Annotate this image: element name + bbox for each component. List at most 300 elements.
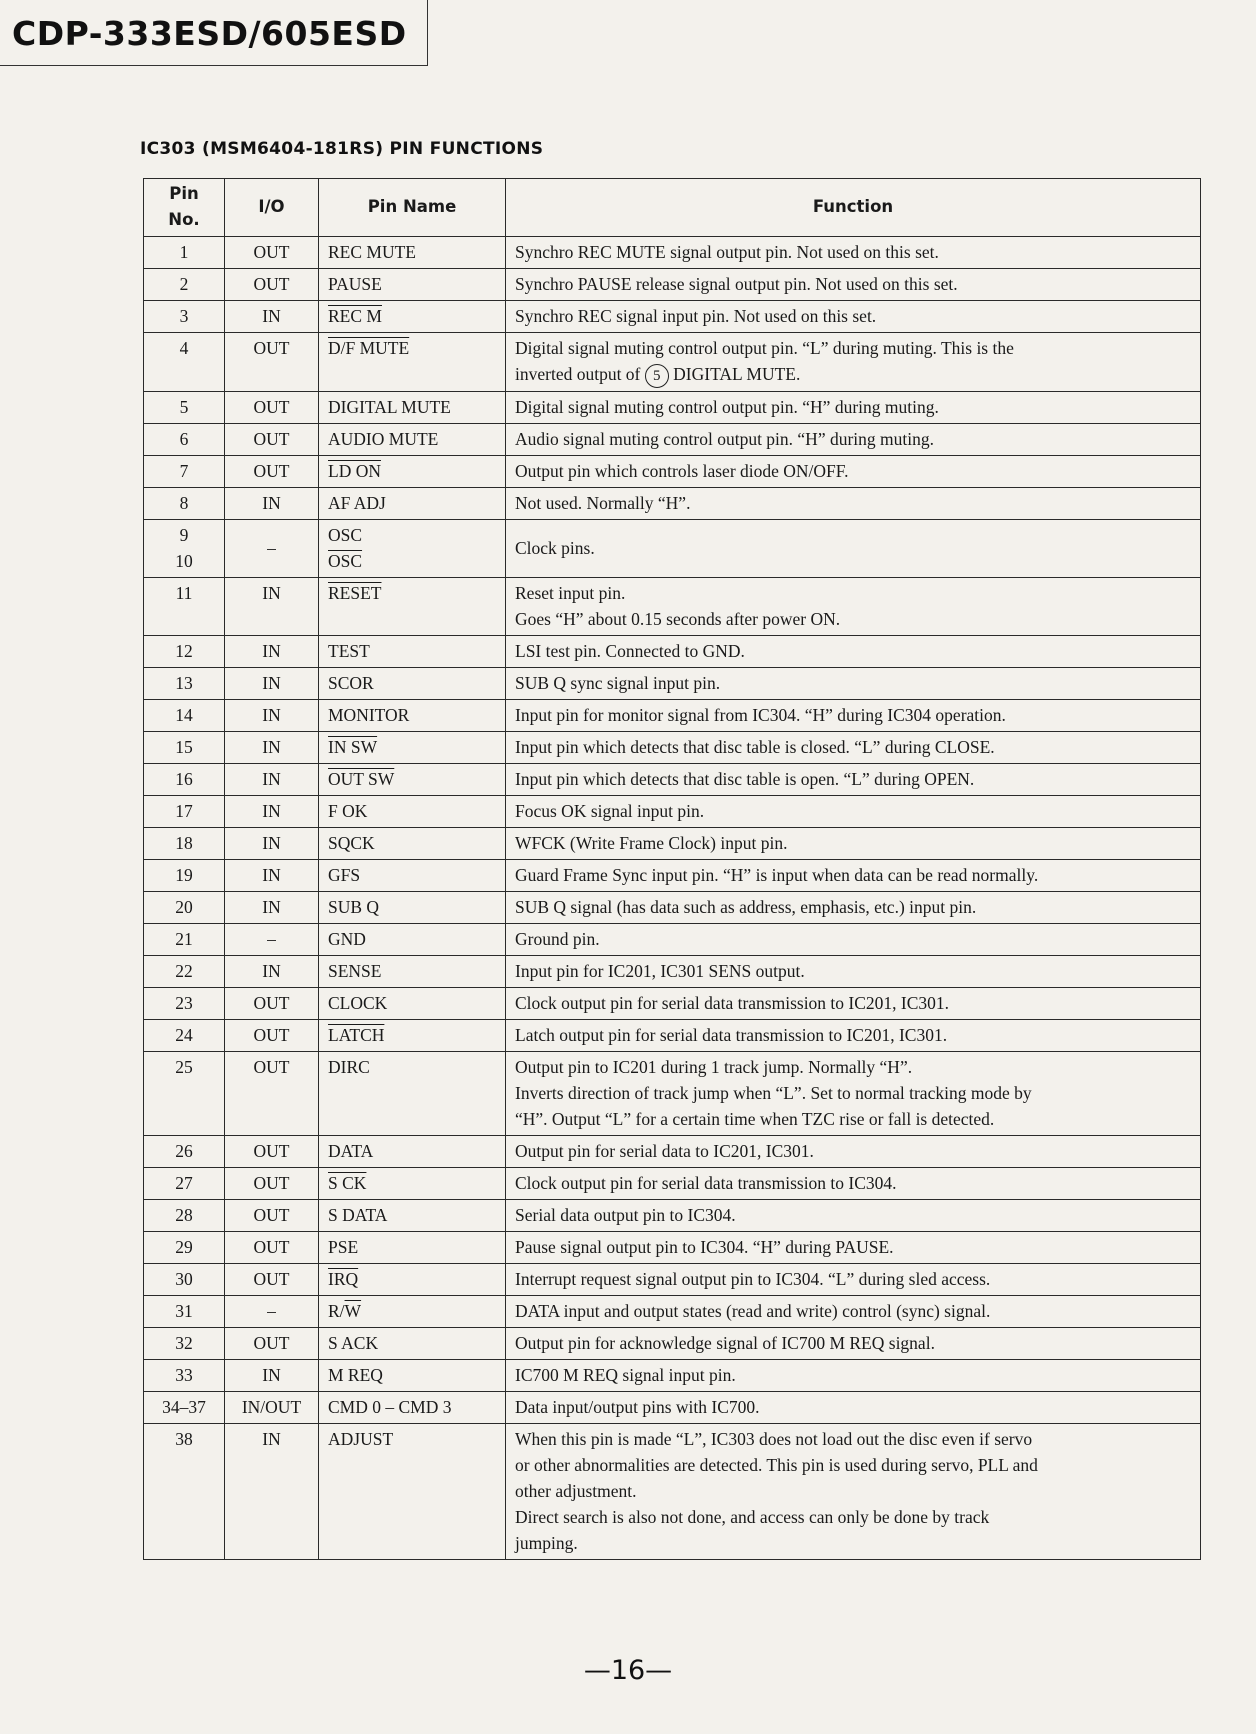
table-row	[144, 1264, 1201, 1296]
function-text: Interrupt request signal output pin to IC304. “L” during sled access.	[515, 1269, 991, 1289]
table-row	[144, 1392, 1201, 1424]
pin-name-text: REC M	[328, 306, 382, 326]
io-text: OUT	[253, 1205, 290, 1225]
pin-no-text: 27	[175, 1173, 193, 1193]
pin-name-text: SENSE	[328, 961, 382, 981]
cell-pin-name	[319, 424, 506, 456]
function-text: Goes “H” about 0.15 seconds after power ON.	[515, 609, 841, 629]
function-text: Output pin to IC201 during 1 track jump. Normally “H”.	[515, 1057, 913, 1077]
cell-pin-name	[319, 1328, 506, 1360]
function-text: Pause signal output pin to IC304. “H” during PAUSE.	[515, 1237, 894, 1257]
function-text: SUB Q signal (has data such as address, emphasis, etc.) input pin.	[515, 897, 977, 917]
cell-function	[506, 578, 1201, 636]
cell-pin-no	[144, 1360, 225, 1392]
pin-no-text: 14	[175, 705, 193, 725]
cell-function	[506, 488, 1201, 520]
cell-io	[225, 892, 319, 924]
cell-io	[225, 1232, 319, 1264]
cell-function	[506, 301, 1201, 333]
cell-function	[506, 828, 1201, 860]
pin-name-text: OUT SW	[328, 769, 395, 789]
pin-no-text: 15	[175, 737, 193, 757]
io-text: OUT	[253, 1237, 290, 1257]
table-row	[144, 1052, 1201, 1136]
cell-pin-no	[144, 700, 225, 732]
function-text: Data input/output pins with IC700.	[515, 1397, 760, 1417]
pin-no-text: 12	[175, 641, 193, 661]
io-text: IN	[262, 705, 281, 725]
cell-pin-name	[319, 301, 506, 333]
cell-pin-no	[144, 237, 225, 269]
cell-pin-name	[319, 828, 506, 860]
table-row	[144, 1232, 1201, 1264]
cell-io	[225, 333, 319, 392]
pin-no-text: 34–37	[162, 1397, 206, 1417]
cell-function	[506, 392, 1201, 424]
function-text: Clock output pin for serial data transmission to IC304.	[515, 1173, 897, 1193]
cell-pin-no	[144, 488, 225, 520]
pin-name-text: LD ON	[328, 461, 381, 481]
pin-name-text: SUB Q	[328, 897, 380, 917]
pin-no-text: 6	[179, 429, 189, 449]
function-text: Focus OK signal input pin.	[515, 801, 705, 821]
io-text: –	[267, 929, 276, 949]
table-row	[144, 333, 1201, 392]
pin-no-text: 4	[179, 338, 189, 358]
cell-pin-name	[319, 1264, 506, 1296]
function-text: “H”. Output “L” for a certain time when TZC rise or fall is detected.	[515, 1109, 995, 1129]
pin-no-text: 23	[175, 993, 193, 1013]
cell-pin-no	[144, 668, 225, 700]
cell-function	[506, 924, 1201, 956]
pin-name-text: ADJUST	[328, 1429, 394, 1449]
cell-pin-no	[144, 1052, 225, 1136]
cell-pin-name	[319, 1360, 506, 1392]
table-row	[144, 301, 1201, 333]
table-row	[144, 636, 1201, 668]
pin-name-text: $\overline{W}$	[344, 1301, 362, 1321]
cell-pin-no	[144, 1392, 225, 1424]
cell-pin-no	[144, 636, 225, 668]
table-row	[144, 269, 1201, 301]
function-text: or other abnormalities are detected. This pin is used during servo, PLL and	[515, 1455, 1038, 1475]
pin-name-text: RESET	[328, 583, 382, 603]
page-number: —16—	[583, 1655, 673, 1686]
io-text: IN	[262, 641, 281, 661]
pin-no-text: 19	[175, 865, 193, 885]
pin-name-text: REC MUTE	[328, 242, 416, 262]
function-text: Input pin for monitor signal from IC304. “H” during IC304 operation.	[515, 705, 1006, 725]
function-text: Clock output pin for serial data transmission to IC201, IC301.	[515, 993, 950, 1013]
cell-io	[225, 578, 319, 636]
function-text: Synchro PAUSE release signal output pin. Not used on this set.	[515, 274, 958, 294]
table-row	[144, 1020, 1201, 1052]
cell-function	[506, 333, 1201, 392]
table-row	[144, 732, 1201, 764]
table-row	[144, 1424, 1201, 1560]
cell-pin-name	[319, 392, 506, 424]
cell-io	[225, 301, 319, 333]
pin-name-text: CLOCK	[328, 993, 388, 1013]
pin-name-text: $\overline{IRQ}$	[328, 1269, 359, 1289]
cell-io	[225, 269, 319, 301]
cell-function	[506, 668, 1201, 700]
cell-io	[225, 1360, 319, 1392]
pin-name-text: $\overline{OSC}$	[328, 551, 363, 571]
pin-no-text: 16	[175, 769, 193, 789]
io-text: IN	[262, 833, 281, 853]
pin-name-text: PAUSE	[328, 274, 382, 294]
function-text: Output pin for acknowledge signal of IC700 M REQ signal.	[515, 1333, 935, 1353]
cell-io	[225, 700, 319, 732]
function-text: Latch output pin for serial data transmission to IC201, IC301.	[515, 1025, 948, 1045]
cell-io	[225, 1264, 319, 1296]
cell-pin-name	[319, 1392, 506, 1424]
function-text: LSI test pin. Connected to GND.	[515, 641, 745, 661]
pin-no-text: 32	[175, 1333, 193, 1353]
io-text: IN	[262, 961, 281, 981]
cell-pin-no	[144, 456, 225, 488]
io-text: IN	[262, 306, 281, 326]
pin-functions-table	[143, 178, 1201, 1560]
cell-pin-no	[144, 578, 225, 636]
io-text: IN	[262, 1429, 281, 1449]
cell-io	[225, 424, 319, 456]
cell-io	[225, 237, 319, 269]
cell-pin-name	[319, 1052, 506, 1136]
function-text: IC700 M REQ signal input pin.	[515, 1365, 736, 1385]
cell-pin-no	[144, 1136, 225, 1168]
cell-function	[506, 1020, 1201, 1052]
cell-function	[506, 892, 1201, 924]
pin-no-text: 1	[179, 242, 189, 262]
pin-name-text: PSE	[328, 1237, 359, 1257]
cell-pin-name	[319, 636, 506, 668]
cell-io	[225, 924, 319, 956]
function-text: Audio signal muting control output pin. “H” during muting.	[515, 429, 934, 449]
cell-pin-name	[319, 700, 506, 732]
cell-io	[225, 764, 319, 796]
cell-pin-name	[319, 1200, 506, 1232]
io-text: OUT	[253, 461, 290, 481]
cell-pin-no	[144, 1020, 225, 1052]
table-row	[144, 392, 1201, 424]
cell-pin-name	[319, 1424, 506, 1560]
io-text: IN	[262, 897, 281, 917]
pin-name-text: S ACK	[328, 1333, 379, 1353]
cell-pin-no	[144, 796, 225, 828]
cell-pin-no	[144, 392, 225, 424]
cell-pin-no	[144, 1328, 225, 1360]
cell-io	[225, 1296, 319, 1328]
io-text: OUT	[253, 397, 290, 417]
cell-io	[225, 956, 319, 988]
table-row	[144, 892, 1201, 924]
cell-pin-no	[144, 764, 225, 796]
table-row	[144, 988, 1201, 1020]
cell-io	[225, 520, 319, 578]
function-text: SUB Q sync signal input pin.	[515, 673, 721, 693]
cell-io	[225, 1328, 319, 1360]
cell-pin-no	[144, 828, 225, 860]
cell-function	[506, 1296, 1201, 1328]
pin-name-text: TEST	[328, 641, 370, 661]
io-text: IN	[262, 493, 281, 513]
cell-function	[506, 860, 1201, 892]
pin-name-text: S CK	[328, 1173, 367, 1193]
cell-function	[506, 700, 1201, 732]
cell-pin-name	[319, 578, 506, 636]
cell-pin-no	[144, 860, 225, 892]
function-text: Ground pin.	[515, 929, 600, 949]
table-row	[144, 796, 1201, 828]
cell-pin-name	[319, 488, 506, 520]
pin-no-text: 30	[175, 1269, 193, 1289]
section-title: IC303 (MSM6404-181RS) PIN FUNCTIONS	[140, 139, 544, 159]
model-header-box	[0, 0, 428, 66]
cell-pin-name	[319, 237, 506, 269]
cell-pin-name	[319, 1168, 506, 1200]
cell-io	[225, 988, 319, 1020]
io-text: IN	[262, 583, 281, 603]
cell-function	[506, 520, 1201, 578]
pin-name-text: D/F MUTE	[328, 338, 410, 358]
cell-pin-name	[319, 1020, 506, 1052]
function-text: other adjustment.	[515, 1481, 637, 1501]
pin-no-text: 17	[175, 801, 193, 821]
table-row	[144, 424, 1201, 456]
io-text: OUT	[253, 1333, 290, 1353]
cell-pin-name	[319, 333, 506, 392]
cell-io	[225, 796, 319, 828]
cell-function	[506, 764, 1201, 796]
cell-pin-name	[319, 988, 506, 1020]
io-text: OUT	[253, 274, 290, 294]
cell-pin-name	[319, 1296, 506, 1328]
pin-name-text: MONITOR	[328, 705, 410, 725]
function-text: inverted output of	[515, 364, 641, 384]
pin-name-text: CMD 0 – CMD 3	[328, 1397, 452, 1417]
table-row	[144, 1200, 1201, 1232]
header-function: Function	[506, 179, 1201, 237]
cell-function	[506, 456, 1201, 488]
table-row	[144, 1328, 1201, 1360]
cell-function	[506, 1424, 1201, 1560]
cell-pin-name	[319, 892, 506, 924]
cell-pin-name	[319, 1136, 506, 1168]
table-row	[144, 828, 1201, 860]
cell-pin-name	[319, 269, 506, 301]
table-row	[144, 456, 1201, 488]
cell-pin-no	[144, 1296, 225, 1328]
io-text: –	[267, 1301, 276, 1321]
pin-no-text: 28	[175, 1205, 193, 1225]
cell-function	[506, 1200, 1201, 1232]
cell-pin-no	[144, 732, 225, 764]
pin-no-text: 21	[175, 929, 193, 949]
table-row	[144, 700, 1201, 732]
cell-io	[225, 1020, 319, 1052]
cell-pin-name	[319, 732, 506, 764]
cell-pin-no	[144, 1424, 225, 1560]
pin-no-text: 31	[175, 1301, 193, 1321]
function-text: Not used. Normally “H”.	[515, 493, 691, 513]
cell-pin-name	[319, 764, 506, 796]
pin-no-text: 13	[175, 673, 193, 693]
pin-no-text: 18	[175, 833, 193, 853]
function-text: Guard Frame Sync input pin. “H” is input when data can be read normally.	[515, 865, 1039, 885]
function-text: When this pin is made “L”, IC303 does not load out the disc even if servo	[515, 1429, 1033, 1449]
pin-name-text: DIGITAL MUTE	[328, 397, 451, 417]
cell-io	[225, 1392, 319, 1424]
cell-io	[225, 488, 319, 520]
pin-no-text: 22	[175, 961, 193, 981]
cell-pin-no	[144, 988, 225, 1020]
cell-function	[506, 1360, 1201, 1392]
cell-pin-no	[144, 424, 225, 456]
pin-name-text: AUDIO MUTE	[328, 429, 439, 449]
table-row	[144, 1360, 1201, 1392]
io-text: OUT	[253, 993, 290, 1013]
io-text: OUT	[253, 429, 290, 449]
pin-name-text: DATA	[328, 1141, 374, 1161]
pin-no-text: 29	[175, 1237, 193, 1257]
pin-no-text: 5	[179, 397, 189, 417]
cell-pin-no	[144, 1200, 225, 1232]
pin-name-text: OSC	[328, 525, 363, 545]
pin-no-text: 20	[175, 897, 193, 917]
pin-no-text: 25	[175, 1057, 193, 1077]
cell-pin-name	[319, 456, 506, 488]
cell-io	[225, 1136, 319, 1168]
cell-pin-no	[144, 301, 225, 333]
cell-io	[225, 456, 319, 488]
io-text: OUT	[253, 1141, 290, 1161]
cell-function	[506, 732, 1201, 764]
function-text: Synchro REC MUTE signal output pin. Not used on this set.	[515, 242, 939, 262]
io-text: –	[267, 538, 276, 558]
pin-name-text: GFS	[328, 865, 361, 885]
cell-function	[506, 1052, 1201, 1136]
cell-io	[225, 1168, 319, 1200]
cell-function	[506, 1264, 1201, 1296]
table-row	[144, 1136, 1201, 1168]
table-row	[144, 1168, 1201, 1200]
pin-name-text: SCOR	[328, 673, 374, 693]
cell-pin-no	[144, 956, 225, 988]
table-body	[144, 237, 1201, 1560]
cell-pin-no	[144, 1264, 225, 1296]
function-text: Input pin which detects that disc table is open. “L” during OPEN.	[515, 769, 975, 789]
io-text: IN	[262, 801, 281, 821]
cell-function	[506, 956, 1201, 988]
cell-io	[225, 732, 319, 764]
cell-io	[225, 828, 319, 860]
function-text: Output pin which controls laser diode ON/OFF.	[515, 461, 849, 481]
cell-io	[225, 392, 319, 424]
io-text: OUT	[253, 1057, 290, 1077]
table-row	[144, 1296, 1201, 1328]
cell-pin-no	[144, 924, 225, 956]
function-text: WFCK (Write Frame Clock) input pin.	[515, 833, 788, 853]
cell-pin-no	[144, 520, 225, 578]
pin-name-text: AF ADJ	[328, 493, 386, 513]
cell-io	[225, 636, 319, 668]
function-text: Input pin for IC201, IC301 SENS output.	[515, 961, 805, 981]
cell-pin-name	[319, 956, 506, 988]
io-text: IN/OUT	[241, 1397, 302, 1417]
cell-pin-name	[319, 520, 506, 578]
function-text: jumping.	[515, 1533, 578, 1553]
pin-name-text: F OK	[328, 801, 368, 821]
pin-name-text: LATCH	[328, 1025, 385, 1045]
cell-pin-name	[319, 924, 506, 956]
function-text: DIGITAL MUTE.	[673, 364, 801, 384]
pin-name-text: IN SW	[328, 737, 378, 757]
pin-no-text: 33	[175, 1365, 193, 1385]
cell-function	[506, 1232, 1201, 1264]
function-text: DATA input and output states (read and write) control (sync) signal.	[515, 1301, 991, 1321]
pin-name-text: S DATA	[328, 1205, 388, 1225]
cell-pin-name	[319, 860, 506, 892]
pin-no-text: 7	[179, 461, 189, 481]
pin-name-text: GND	[328, 929, 366, 949]
pin-no-text: 9	[179, 525, 189, 545]
cell-function	[506, 1136, 1201, 1168]
header-pin-no: Pin No.	[144, 179, 225, 237]
pin-name-text: SQCK	[328, 833, 375, 853]
io-text: OUT	[253, 1025, 290, 1045]
cell-function	[506, 796, 1201, 828]
pin-no-text: 10	[175, 551, 193, 571]
function-text: Direct search is also not done, and access can only be done by track	[515, 1507, 990, 1527]
cell-pin-name	[319, 1232, 506, 1264]
pin-no-text: 24	[175, 1025, 193, 1045]
cell-function	[506, 1168, 1201, 1200]
io-text: IN	[262, 769, 281, 789]
table-row	[144, 860, 1201, 892]
pin-name-text: M REQ	[328, 1365, 383, 1385]
table-row	[144, 237, 1201, 269]
function-text: Output pin for serial data to IC201, IC301.	[515, 1141, 814, 1161]
io-text: IN	[262, 865, 281, 885]
cell-function	[506, 237, 1201, 269]
io-text: OUT	[253, 338, 290, 358]
cell-function	[506, 424, 1201, 456]
table-row	[144, 764, 1201, 796]
model-title: CDP-333ESD/605ESD	[12, 14, 407, 53]
cell-io	[225, 860, 319, 892]
table-row	[144, 924, 1201, 956]
table-header-row	[144, 179, 1201, 237]
io-text: OUT	[253, 1173, 290, 1193]
pin-name-text: R/	[328, 1301, 345, 1321]
cell-function	[506, 1392, 1201, 1424]
cell-function	[506, 988, 1201, 1020]
cell-pin-no	[144, 892, 225, 924]
header-io: I/O	[225, 179, 319, 237]
cell-function	[506, 269, 1201, 301]
cell-pin-no	[144, 333, 225, 392]
pin-no-text: 3	[179, 306, 189, 326]
circled-number-icon: 5	[645, 364, 669, 388]
cell-pin-no	[144, 269, 225, 301]
function-text: Digital signal muting control output pin. “L” during muting. This is the	[515, 338, 1014, 358]
cell-io	[225, 668, 319, 700]
function-text: Inverts direction of track jump when “L”. Set to normal tracking mode by	[515, 1083, 1032, 1103]
io-text: OUT	[253, 1269, 290, 1289]
cell-function	[506, 1328, 1201, 1360]
